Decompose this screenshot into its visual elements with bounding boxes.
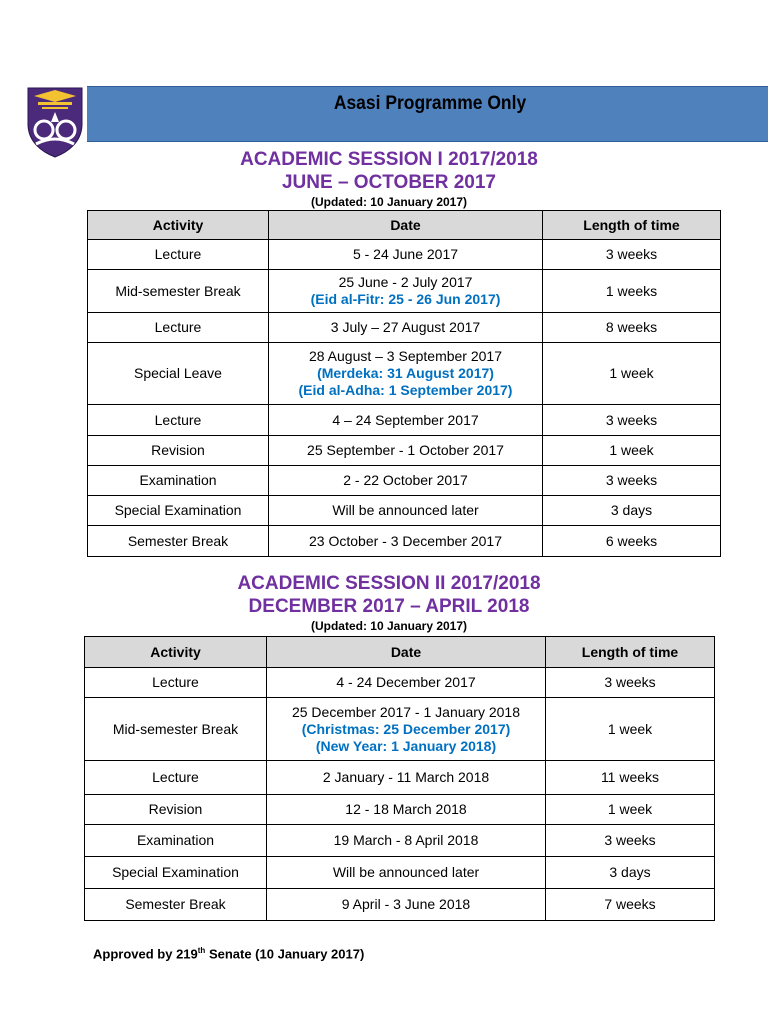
cell-length: 3 weeks — [543, 405, 721, 436]
session2-period: DECEMBER 2017 – APRIL 2018 — [248, 596, 530, 617]
session1-period: JUNE – OCTOBER 2017 — [281, 172, 496, 193]
table-row — [88, 405, 721, 436]
date-range: 25 June - 2 July 2017 — [338, 274, 473, 290]
date-range: 4 - 24 December 2017 — [336, 674, 476, 690]
cell-activity: Revision — [85, 795, 267, 825]
cell-date — [269, 343, 543, 405]
table-row — [88, 240, 721, 270]
holiday-note: (Eid al-Fitr: 25 - 26 Jun 2017) — [310, 291, 501, 307]
table-row — [88, 496, 721, 526]
cell-activity: Special Leave — [88, 343, 269, 405]
date-range: Will be announced later — [332, 502, 479, 518]
cell-length: 1 week — [543, 343, 721, 405]
cell-length: 3 days — [543, 496, 721, 526]
date-range: 9 April - 3 June 2018 — [341, 896, 471, 912]
cell-length: 8 weeks — [543, 313, 721, 343]
cell-date — [269, 436, 543, 466]
table-row — [88, 313, 721, 343]
cell-activity: Lecture — [85, 761, 267, 795]
session1-table — [87, 210, 721, 557]
cell-length: 3 weeks — [546, 668, 715, 698]
cell-activity: Revision — [88, 436, 269, 466]
cell-length: 11 weeks — [546, 761, 715, 795]
cell-activity: Lecture — [88, 405, 269, 436]
table-row — [85, 668, 715, 698]
cell-length: 1 week — [546, 698, 715, 761]
cell-date — [269, 270, 543, 313]
cell-date — [267, 761, 546, 795]
approval-note — [93, 946, 364, 961]
date-range: 23 October - 3 December 2017 — [309, 532, 502, 549]
table-row — [88, 466, 721, 496]
cell-date — [267, 857, 546, 889]
session2-table — [84, 636, 715, 921]
table-row — [88, 436, 721, 466]
cell-length: 3 weeks — [546, 825, 715, 857]
cell-date — [269, 526, 543, 557]
cell-length: 3 days — [546, 857, 715, 889]
holiday-note: (New Year: 1 January 2018) — [315, 737, 497, 754]
table-row — [85, 761, 715, 795]
session1-updated: (Updated: 10 January 2017) — [310, 195, 468, 209]
date-range: 25 September - 1 October 2017 — [307, 442, 504, 458]
cell-activity: Examination — [88, 466, 269, 496]
cell-length: 3 weeks — [543, 466, 721, 496]
cell-length: 1 week — [546, 795, 715, 825]
session2-title: ACADEMIC SESSION II 2017/2018 — [237, 573, 541, 594]
cell-length: 1 weeks — [543, 270, 721, 313]
university-crest-logo — [24, 86, 86, 158]
cell-activity: Semester Break — [88, 526, 269, 557]
cell-length: 1 week — [543, 436, 721, 466]
cell-length: 6 weeks — [543, 526, 721, 557]
header-activity: Activity — [88, 211, 269, 240]
approval-suffix: Senate (10 January 2017) — [205, 946, 365, 962]
table-header-row — [88, 211, 721, 240]
date-range: 28 August – 3 September 2017 — [308, 348, 503, 364]
cell-length: 3 weeks — [543, 240, 721, 270]
header-length: Length of time — [546, 637, 715, 668]
cell-activity: Semester Break — [85, 889, 267, 921]
holiday-note: (Christmas: 25 December 2017) — [301, 720, 511, 737]
banner-title: Asasi Programme Only — [333, 93, 527, 114]
header-date: Date — [269, 211, 543, 240]
table-row — [88, 270, 721, 313]
approval-prefix: Approved by 219 — [93, 946, 198, 962]
date-range: 2 - 22 October 2017 — [343, 472, 468, 488]
holiday-note: (Eid al-Adha: 1 September 2017) — [298, 382, 513, 398]
date-range: Will be announced later — [332, 864, 480, 880]
date-range: 25 December 2017 - 1 January 2018 — [291, 703, 521, 720]
table-row — [85, 825, 715, 857]
table-header-row — [85, 637, 715, 668]
cell-date — [267, 668, 546, 698]
cell-date — [269, 313, 543, 343]
header-activity: Activity — [85, 637, 267, 668]
cell-date — [267, 889, 546, 921]
cell-activity: Lecture — [85, 668, 267, 698]
cell-activity: Special Examination — [85, 857, 267, 889]
table-row — [88, 343, 721, 405]
session1-title: ACADEMIC SESSION I 2017/2018 — [240, 149, 538, 170]
header-date: Date — [267, 637, 546, 668]
date-range: 12 - 18 March 2018 — [345, 801, 467, 817]
cell-activity: Lecture — [88, 240, 269, 270]
table-row — [85, 857, 715, 889]
cell-date — [269, 496, 543, 526]
cell-activity: Mid-semester Break — [88, 270, 269, 313]
cell-length: 7 weeks — [546, 889, 715, 921]
session2-updated: (Updated: 10 January 2017) — [310, 619, 468, 633]
cell-activity: Special Examination — [88, 496, 269, 526]
cell-date — [267, 825, 546, 857]
table-row — [88, 526, 721, 557]
cell-activity: Lecture — [88, 313, 269, 343]
date-range: 2 January - 11 March 2018 — [322, 769, 490, 785]
table-row — [85, 795, 715, 825]
header-length: Length of time — [543, 211, 721, 240]
date-range: 19 March - 8 April 2018 — [333, 832, 479, 848]
date-range: 4 – 24 September 2017 — [332, 411, 479, 428]
cell-date — [269, 405, 543, 436]
date-range: 5 - 24 June 2017 — [352, 246, 459, 262]
cell-date — [269, 466, 543, 496]
cell-date — [267, 698, 546, 761]
cell-date — [269, 240, 543, 270]
approval-sup: th — [197, 946, 206, 955]
date-range: 3 July – 27 August 2017 — [330, 319, 481, 335]
cell-date — [267, 795, 546, 825]
table-row — [85, 698, 715, 761]
cell-activity: Mid-semester Break — [85, 698, 267, 761]
table-row — [85, 889, 715, 921]
cell-activity: Examination — [85, 825, 267, 857]
holiday-note: (Merdeka: 31 August 2017) — [317, 365, 494, 381]
